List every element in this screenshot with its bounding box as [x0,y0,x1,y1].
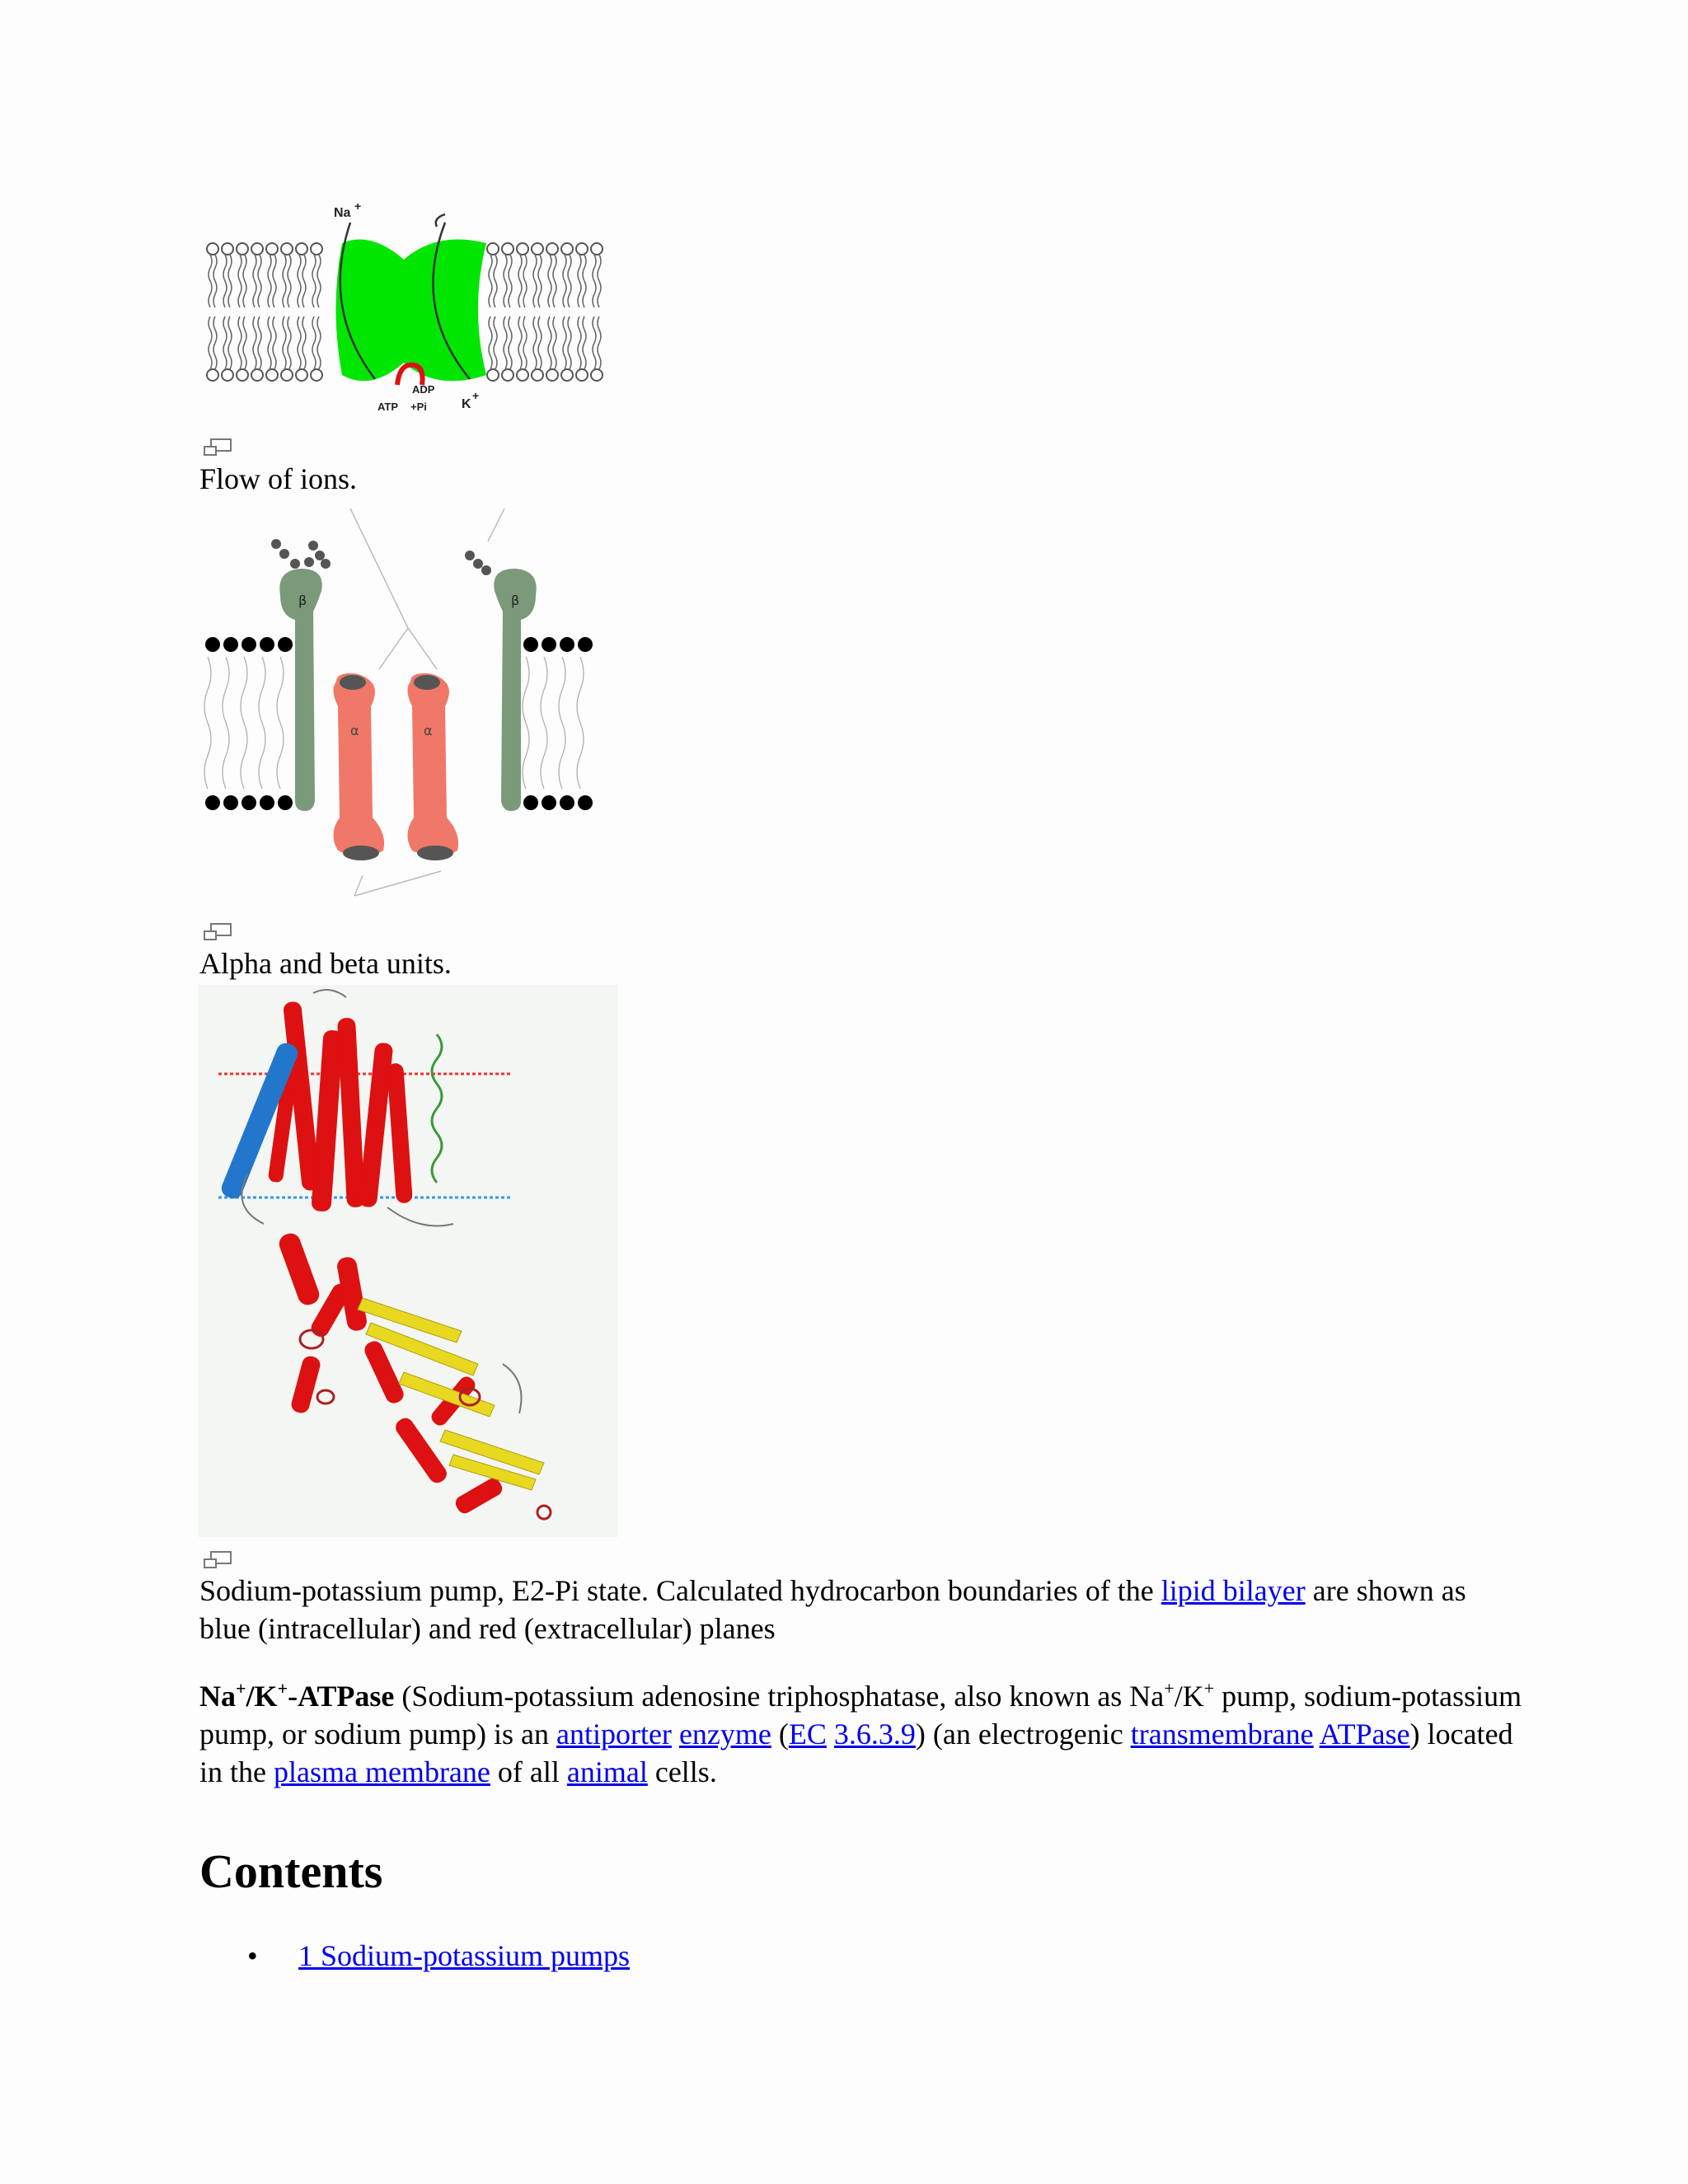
adp-label: ADP [412,383,435,396]
pump-protein [336,240,487,382]
svg-text:+: + [354,202,362,213]
transmembrane-link[interactable]: transmembrane [1130,1718,1314,1750]
lipid-bilayer-link[interactable]: lipid bilayer [1160,1574,1306,1607]
plasma-membrane-link[interactable]: plasma membrane [273,1755,490,1788]
svg-text:β: β [298,593,307,608]
ec-number-link[interactable]: 3.6.3.9 [833,1718,916,1750]
figure-caption-alpha-beta: Alpha and beta units. [199,947,452,980]
svg-text:+: + [472,389,480,402]
atpase-link[interactable]: ATPase [1319,1718,1410,1750]
enlarge-icon[interactable] [203,923,232,941]
svg-text:β: β [511,593,520,608]
intro-paragraph: Na+/K+-ATPase (Sodium-potassium adenosine triphosphatase, also known as Na+/K+ pump, sodium-potassium pump, or sodium pump) is an antiporter enzyme (EC 3.6.3.9) (an electrogenic transmembrane ATPase) located in the plasma membrane of all animal cells. [199,1678,1522,1788]
figure-caption-protein-structure: Sodium-potassium pump, E2-Pi state. Calculated hydrocarbon boundaries of the lipid bilayer are shown as blue (intracellular) and red (extracellular) planes [199,1574,1466,1645]
atp-arrow-icon [397,365,423,385]
lipid-heads-top [205,637,593,652]
ec-link[interactable]: EC [788,1718,827,1750]
enlarge-icon[interactable] [203,438,232,457]
na-label: Na [334,206,351,220]
enlarge-icon[interactable] [203,1551,232,1569]
protein-structure-figure [198,985,618,1537]
article-subject: Na+/K+-ATPase [199,1678,395,1713]
alpha-unit-right [407,673,458,857]
membrane-left [207,243,322,381]
pi-label: +Pi [410,401,427,413]
antiporter-link[interactable]: antiporter [556,1718,672,1750]
animal-link[interactable]: animal [566,1755,648,1788]
toc-link-sodium-potassium-pumps[interactable]: 1 Sodium-potassium pumps [298,1939,631,1972]
ion-flow-figure [198,202,618,420]
sugar-chains-right [465,551,491,575]
k-label: K [462,397,471,411]
svg-text:α: α [350,723,359,738]
table-of-contents [199,1937,630,1975]
atp-label: ATP [377,401,399,413]
alpha-beta-units-figure [198,504,618,904]
contents-heading: Contents [199,1844,383,1898]
toc-item [199,1937,630,1975]
svg-text:α: α [424,723,433,738]
lipid-tails [204,657,584,789]
membrane-right [487,243,603,381]
figure-caption-ion-flow: Flow of ions. [199,462,358,495]
alpha-unit-left [333,673,384,857]
lipid-heads-bottom [205,795,593,810]
bullet: • [247,1939,258,1972]
sugar-chains-left [271,539,331,569]
enzyme-link[interactable]: enzyme [678,1718,771,1750]
